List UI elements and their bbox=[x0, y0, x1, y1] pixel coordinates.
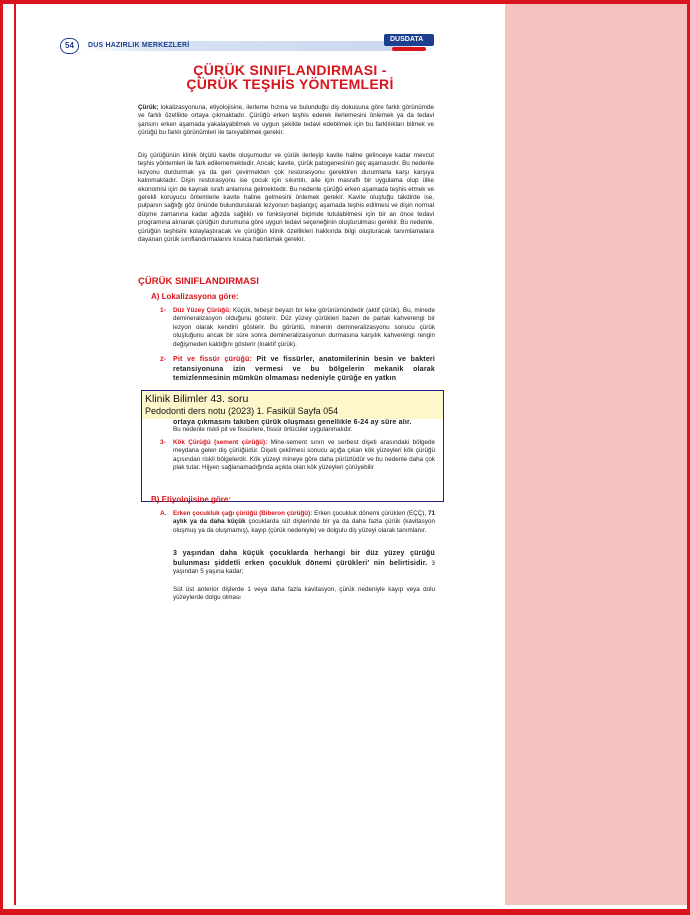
annotation-line-1: Klinik Bilimler 43. soru bbox=[145, 393, 249, 405]
section-heading: ÇÜRÜK SINIFLANDIRMASI bbox=[138, 276, 259, 287]
item-2-term: Pit ve fissür çürüğü: bbox=[173, 356, 252, 363]
item-3-body: Mine-sement sınırı ve serbest dişeti arasındaki bölgede meydana gelen diş çürüğüdür. Dişeti çekilmesi sonucu açığa çıkan kök yüzeyleri kök çürüğü açısından riskli bölgelerdir. Kök yüzeyi mineye göre daha pürüzlüdür ve bu nedenle daha çok plak tutar. Hijyen sağlanamadığında açıkta olan kök yüzeyleri çürüyebilir bbox=[173, 439, 435, 472]
annotation-box bbox=[141, 390, 444, 502]
item-1-text bbox=[173, 307, 435, 349]
item-a-text bbox=[173, 510, 435, 535]
running-header bbox=[60, 38, 435, 54]
intro-paragraph-1 bbox=[138, 104, 434, 138]
intro-p1-text: lokalizasyonuna, etiyolojisine, ilerleme hızına ve bulunduğu diş dokusuna göre farklı görünümde ve farklı özellikte ortaya çıkmaktadır. Çürüğü erken teşhis ederek ilerlemesini önlemek ya da tedavi şansını erken aşamada yakalayabilmek ve uygun şekilde tedavi edebilmek için bu farklılıkları bilmek ve çürüğü bu farklı görünümleri ile tanıyabilmek gerekir. bbox=[138, 104, 434, 137]
item-2-rest: Bu nedenle riskli pit ve fissürlere, fissür örtücüler uygulanmalıdır. bbox=[173, 426, 353, 433]
subsection-b-heading: B) Etiyolojisine göre: bbox=[151, 495, 232, 504]
publisher-logo bbox=[384, 34, 434, 54]
item-a-paragraph-2 bbox=[173, 549, 435, 577]
annotation-header bbox=[142, 391, 443, 419]
page-number: 54 bbox=[60, 38, 79, 54]
side-panel bbox=[505, 4, 687, 905]
item-3-number: 3- bbox=[160, 439, 166, 446]
item-a-term: Erken çocukluk çağı çürüğü (Biberon çürüğü): bbox=[173, 510, 313, 517]
intro-term: Çürük; bbox=[138, 104, 159, 111]
item-a-paragraph-3: Süt üst anterior dişlerde 1 veya daha fazla kavitasyon, çürük nedeniyle kayıp veya dolu yüzeylerde dolgu olması bbox=[173, 586, 435, 602]
subsection-a-heading: A) Lokalizasyona göre: bbox=[151, 292, 239, 301]
item-a-strong: 3 yaşından daha küçük çocuklarda herhangi bir düz yüzey çürüğü bulunması şiddetli erken çocukluk dönemi çürükleri' nin belirtisidir. bbox=[173, 550, 435, 567]
item-2-text bbox=[173, 355, 435, 384]
item-a-after: 3 yaşından 5 yaşına kadar; bbox=[173, 559, 435, 576]
page-title bbox=[140, 63, 440, 91]
item-2-strong: Pit ve fissürler, anatomilerinin besin ve bakteri retansiyonuna izin vermesi ve bu bölgelerin mekanik olarak temizlenmesinin mümkün olmaması nedeniyle çürüğe en yatkın bbox=[173, 356, 435, 383]
item-3-term: Kök Çürüğü (sement çürüğü): bbox=[173, 439, 268, 446]
item-1-body: Küçük, tebeşir beyazı bir leke görünümündedir (aktif çürük). Bu, minede demineralizasyon olduğunu gösterir. Düz yüzey çürükleri bazen de parlak kahverengi bir lezyon olarak kendini gösterir. Bu görüntü, minenin demineralizasyonu sonucu çürük oluştuğunu ancak bir süre sonra demineralizasyonun durmasına karşılık kahverengi rengin değişmeden kaldığını gösterir (inaktif çürük). bbox=[173, 307, 435, 348]
item-a-bold: 71 aylık ya da daha küçük bbox=[173, 510, 435, 526]
item-a-body-2: çocuklarda süt dişlerinde bir ya da daha fazla çürük (kavitasyon oluşmuş ya da oluşmamış), kayıp (çürük nedeniyle) ve dolgulu diş yüzeyi olarak tanımlanır. bbox=[173, 518, 435, 534]
intro-paragraph-2: Diş çürüğünün klinik ölçütü kavite oluşumudur ve çürük ilerleyip kavite haline gelinceye kadar mevcut teşhis yöntemleri ile fark edilememektedir. Ancak; kavite, çürük patogenesinin geç aşamasıdır. Bu nedenle lezyonu durdurmak ya da geri çevirmekten çok restorasyonu gerektiren durumlarla karşı karşıya kalınmaktadır. Dişin restorasyonu ise çocuk için sıkıntılı, aile için masraflı bir uygulama olup ülke ekonomisi için de kaynak israfı anlamına gelmektedir. Bu nedenle çürüğü erken aşamada teşhis etmek ve gerekli koruyucu önlemlerle kavite haline gelmesini önlemek gerekir. Kavite oluştuğu takdirde ise, pulpanın sağlığı göz önünde bulundurularak lezyonun başlangıç aşamada teşhis edilmesi ve dişin normal düşme zamanına kadar ağızda sağlıklı ve fonksiyonel biçimde tutulabilmesi için bir an önce tedavi programına alınarak çürüğün durumuna göre uygun tedavi seçeneğinin oluşturulması gerekir. Bu nedenle, çürüğün teşhisini kolaylaştıracak ve çürüğün klinik özellikleri hakkında bilgi oluşturacak tanımlamalara dayanan çürük sınıflandırmalarını kısaca hatırlamak gerekir. bbox=[138, 152, 434, 244]
item-1-term: Düz Yüzey Çürüğü: bbox=[173, 307, 232, 314]
item-a-body-1: Erken çocukluk dönemi çürükleri (EÇÇ), bbox=[312, 510, 428, 517]
logo-underline bbox=[392, 47, 426, 51]
logo-text: DUSDATA bbox=[390, 36, 424, 43]
running-title: DUS HAZIRLIK MERKEZLERİ bbox=[88, 42, 190, 49]
page-title-line2: ÇÜRÜK TEŞHİS YÖNTEMLERİ bbox=[186, 76, 394, 92]
item-2-number: 2- bbox=[160, 356, 166, 363]
page-title-line1: ÇÜRÜK SINIFLANDIRMASI - bbox=[193, 62, 387, 78]
item-2-tail: ortaya çıkmasını takiben çürük oluşması genellikle 6-24 ay süre alır. bbox=[173, 419, 412, 426]
item-a-number: A. bbox=[160, 510, 167, 517]
item-1-number: 1- bbox=[160, 307, 166, 314]
annotation-line-2: Pedodonti ders notu (2023) 1. Fasikül Sayfa 054 bbox=[145, 406, 339, 416]
